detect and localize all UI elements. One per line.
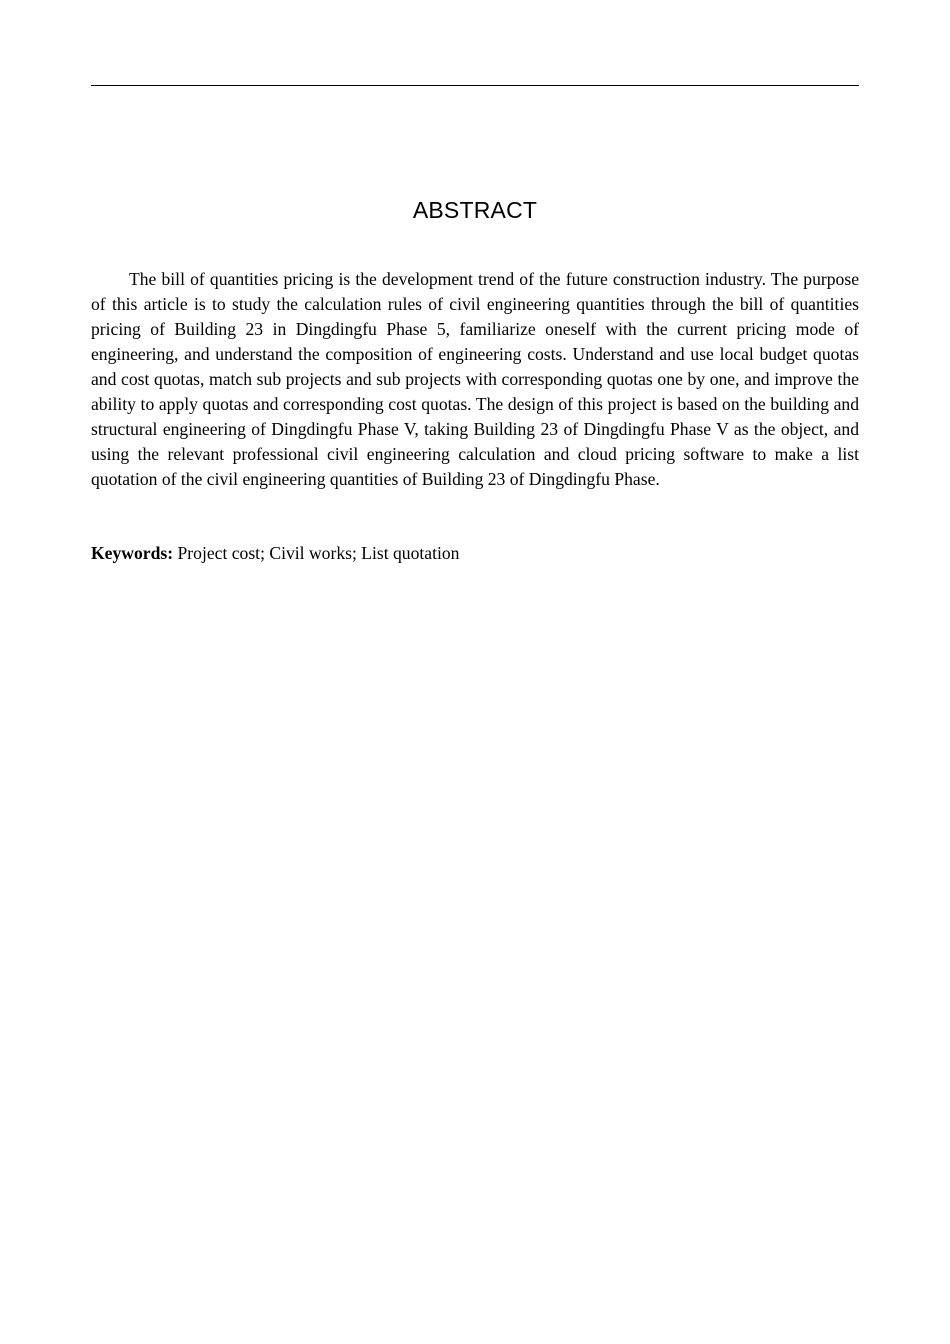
- abstract-body: The bill of quantities pricing is the development trend of the future construction industry. The purpose of this article is to study the calculation rules of civil engineering quantities through the bill of quantities pricing of Building 23 in Dingdingfu Phase 5, familiarize oneself with the current pricing mode of engineering, and understand the composition of engineering costs. Understand and use local budget quotas and cost quotas, match sub projects and sub projects with corresponding quotas one by one, and improve the ability to apply quotas and corresponding cost quotas. The design of this project is based on the building and structural engineering of Dingdingfu Phase V, taking Building 23 of Dingdingfu Phase V as the object, and using the relevant professional civil engineering calculation and cloud pricing software to make a list quotation of the civil engineering quantities of Building 23 of Dingdingfu Phase.: [91, 269, 859, 489]
- keywords-text: Project cost; Civil works; List quotation: [177, 543, 460, 563]
- keywords-line: [91, 541, 859, 566]
- header-rule: [91, 85, 859, 86]
- abstract-title: ABSTRACT: [412, 197, 538, 223]
- keywords-label: Keywords:: [91, 543, 174, 563]
